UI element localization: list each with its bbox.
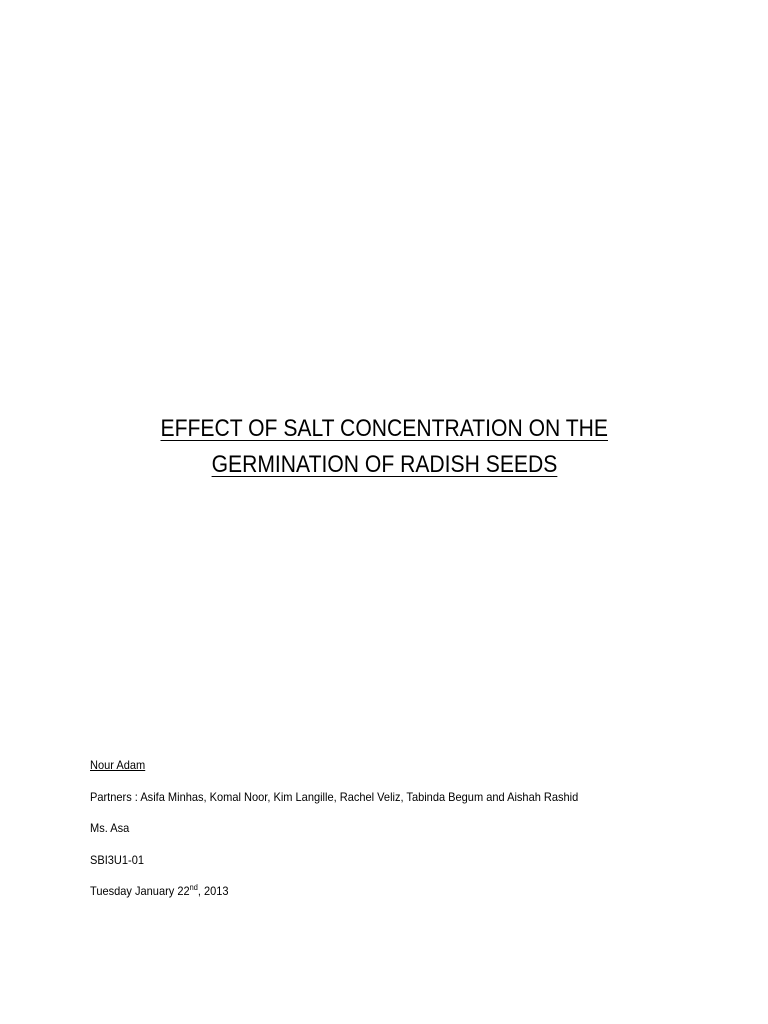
report-title: [0, 412, 768, 484]
teacher-line: Ms. Asa: [90, 821, 130, 835]
date-ordinal-suffix: nd: [189, 883, 198, 892]
author-line: [90, 758, 679, 790]
date-year: , 2013: [197, 884, 229, 898]
report-info: [90, 758, 730, 916]
title-line-1: EFFECT OF SALT CONCENTRATION ON THE: [160, 415, 608, 442]
date-line: [90, 884, 679, 916]
author-name: Nour Adam: [90, 758, 146, 772]
course-code-line: SBI3U1-01: [90, 852, 145, 867]
date-text: Tuesday January 22: [90, 884, 190, 898]
partners-line: Partners : Asifa Minhas, Komal Noor, Kim Langille, Rachel Veliz, Tabinda Begum and Aishah Rashid: [90, 789, 579, 804]
title-line-2: GERMINATION OF RADISH SEEDS: [211, 451, 557, 478]
